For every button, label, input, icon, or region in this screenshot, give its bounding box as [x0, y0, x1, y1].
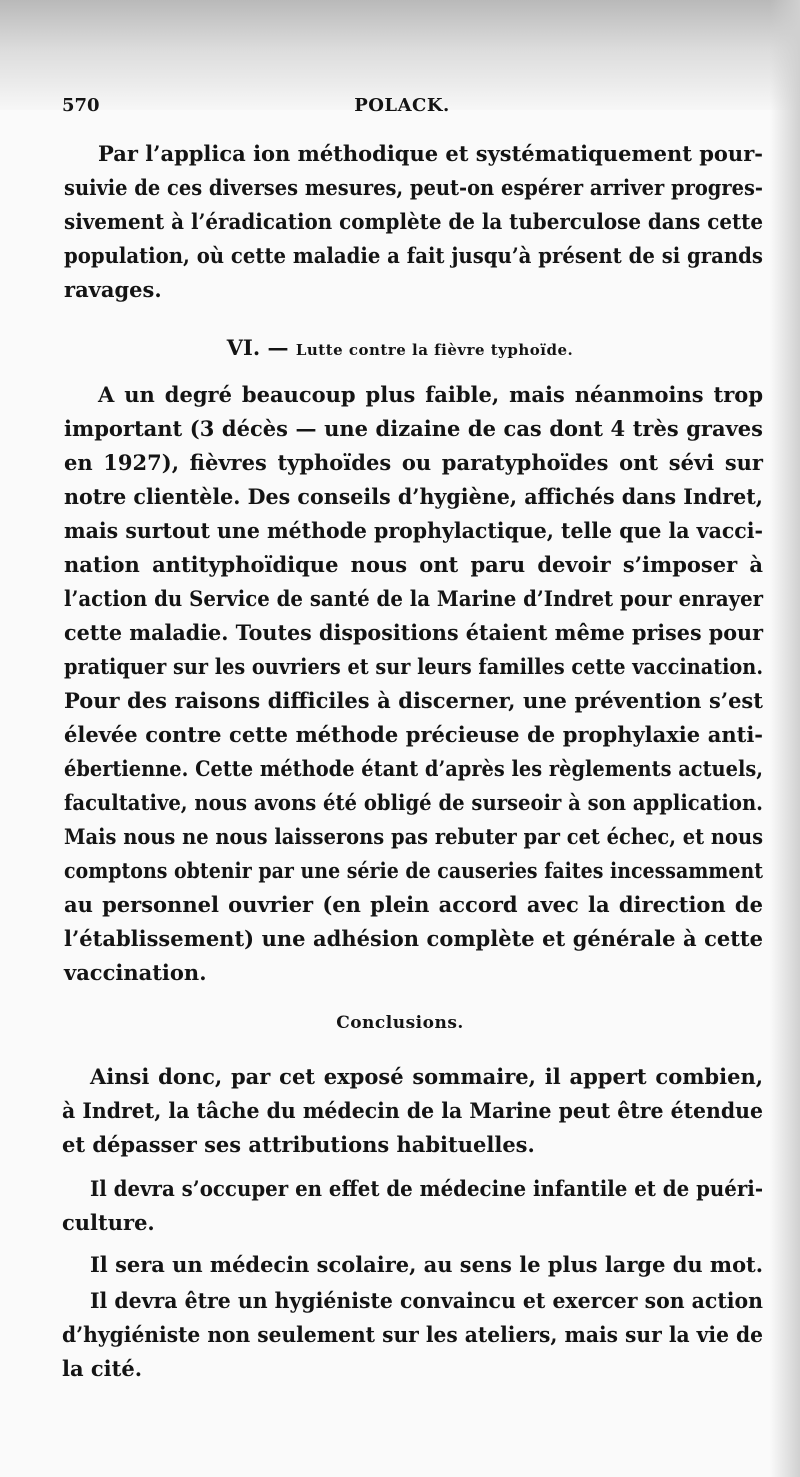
conclusions-heading: Conclusions. — [336, 1013, 464, 1033]
text-line: Par l’applica ion méthodique et systématiquement pour- — [98, 141, 763, 166]
text-line: l’action du Service de santé de la Marine d’Indret pour enrayer — [64, 586, 764, 611]
text-line: cette maladie. Toutes dispositions étaient même prises pour — [64, 620, 763, 645]
text-line: la cité. — [62, 1356, 143, 1381]
section-heading — [0, 335, 800, 360]
text-line: Il devra s’occuper en effet de médecine infantile et de puéri- — [90, 1176, 764, 1201]
text-line: Pour des raisons difficiles à discerner, une prévention s’est — [64, 688, 763, 713]
text-line: population, où cette maladie a fait jusqu’à présent de si grands — [64, 243, 763, 268]
text-line: Il devra être un hygiéniste convaincu et exercer son action — [90, 1288, 763, 1313]
text-line: en 1927), fièvres typhoïdes ou paratyphoïdes ont sévi sur — [64, 450, 763, 475]
text-line: Il sera un médecin scolaire, au sens le plus large du mot. — [90, 1252, 764, 1277]
text-line: à Indret, la tâche du médecin de la Marine peut être étendue — [62, 1098, 763, 1123]
text-line: important (3 décès — une dizaine de cas dont 4 très graves — [64, 416, 763, 441]
text-line: nation antityphoïdique nous ont paru devoir s’imposer à — [64, 552, 764, 577]
text-line: ébertienne. Cette méthode étant d’après les règlements actuels, — [64, 756, 763, 781]
running-head: POLACK. — [354, 95, 450, 116]
text-line: d’hygiéniste non seulement sur les ateliers, mais sur la vie de — [62, 1322, 763, 1347]
page-number: 570 — [62, 95, 100, 116]
text-line: A un degré beaucoup plus faible, mais néanmoins trop — [98, 382, 763, 407]
section-number: VI. — — [226, 335, 296, 360]
text-line: sivement à l’éradication complète de la tuberculose dans cette — [64, 209, 763, 234]
text-line: pratiquer sur les ouvriers et sur leurs familles cette vaccination. — [64, 654, 764, 679]
text-line: au personnel ouvrier (en plein accord avec la direction de — [64, 892, 763, 917]
section-title: Lutte contre la fièvre typhoïde. — [295, 341, 574, 359]
text-line: notre clientèle. Des conseils d’hygiène, affichés dans Indret, — [64, 484, 763, 509]
text-line: comptons obtenir par une série de causeries faites incessamment — [64, 858, 764, 883]
text-line: l’établissement) une adhésion complète et générale à cette — [64, 926, 763, 951]
text-line: élevée contre cette méthode précieuse de prophylaxie anti- — [64, 722, 764, 747]
text-line: Mais nous ne nous laisserons pas rebuter par cet échec, et nous — [64, 824, 764, 849]
text-line: culture. — [62, 1210, 155, 1235]
text-line: ravages. — [64, 277, 162, 302]
scan-shadow — [0, 0, 800, 110]
text-line: Ainsi donc, par cet exposé sommaire, il appert combien, — [90, 1064, 764, 1089]
text-line: suivie de ces diverses mesures, peut-on espérer arriver progres- — [64, 175, 764, 200]
text-line: mais surtout une méthode prophylactique, telle que la vacci- — [64, 518, 764, 543]
text-line: et dépasser ses attributions habituelles. — [62, 1132, 535, 1157]
text-line: vaccination. — [64, 960, 207, 985]
page-header — [62, 95, 742, 125]
text-line: facultative, nous avons été obligé de surseoir à son application. — [64, 790, 764, 815]
